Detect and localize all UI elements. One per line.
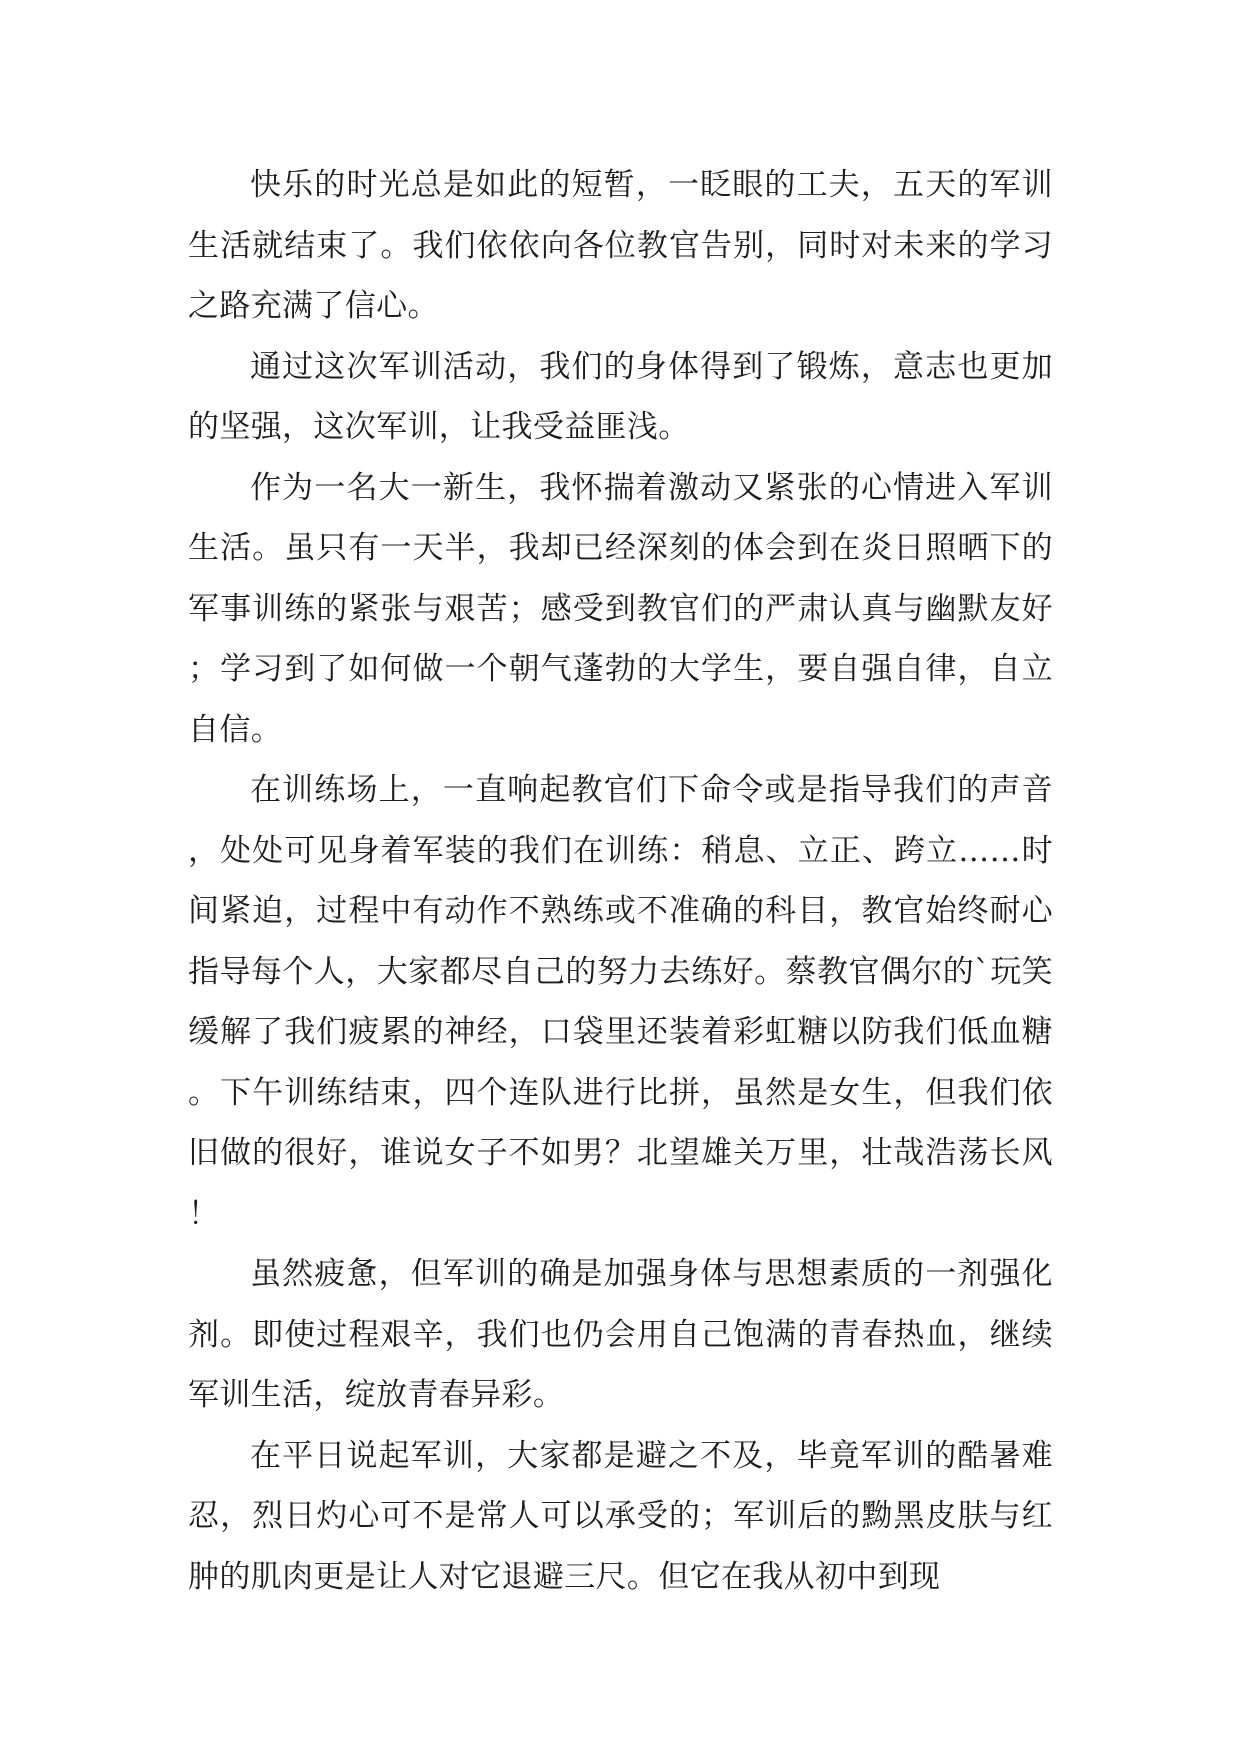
paragraph-1: 快乐的时光总是如此的短暂，一眨眼的工夫，五天的军训生活就结束了。我们依依向各位教官告别，同时对未来的学习之路充满了信心。 bbox=[188, 167, 1053, 324]
paragraph-6: 在平日说起军训，大家都是避之不及，毕竟军训的酷暑难忍，烈日灼心可不是常人可以承受的；军训后的黝黑皮肤与红肿的肌肉更是让人对它退避三尺。但它在我从初中到现 bbox=[188, 1437, 1053, 1595]
document-body bbox=[188, 155, 1053, 1607]
paragraph-5: 虽然疲惫，但军训的确是加强身体与思想素质的一剂强化剂。即使过程艰辛，我们也仍会用自己饱满的青春热血，继续军训生活，绽放青春异彩。 bbox=[188, 1256, 1053, 1413]
paragraph-4: 在训练场上，一直响起教官们下命令或是指导我们的声音，处处可见身着军装的我们在训练：稍息、立正、跨立……时间紧迫，过程中有动作不熟练或不准确的科目，教官始终耐心指导每个人，大家都尽自己的努力去练好。蔡教官偶尔的`玩笑缓解了我们疲累的神经，口袋里还装着彩虹糖以防我们低血糖。下午训练结束，四个连队进行比拼，虽然是女生，但我们依旧做的很好，谁说女子不如男？北望雄关万里，壮哉浩荡长风！ bbox=[188, 772, 1053, 1232]
paragraph-2: 通过这次军训活动，我们的身体得到了锻炼，意志也更加的坚强，这次军训，让我受益匪浅。 bbox=[188, 348, 1053, 445]
paragraph-3: 作为一名大一新生，我怀揣着激动又紧张的心情进入军训生活。虽只有一天半，我却已经深刻的体会到在炎日照晒下的军事训练的紧张与艰苦；感受到教官们的严肃认真与幽默友好；学习到了如何做一个朝气蓬勃的大学生，要自强自律，自立自信。 bbox=[188, 469, 1053, 748]
